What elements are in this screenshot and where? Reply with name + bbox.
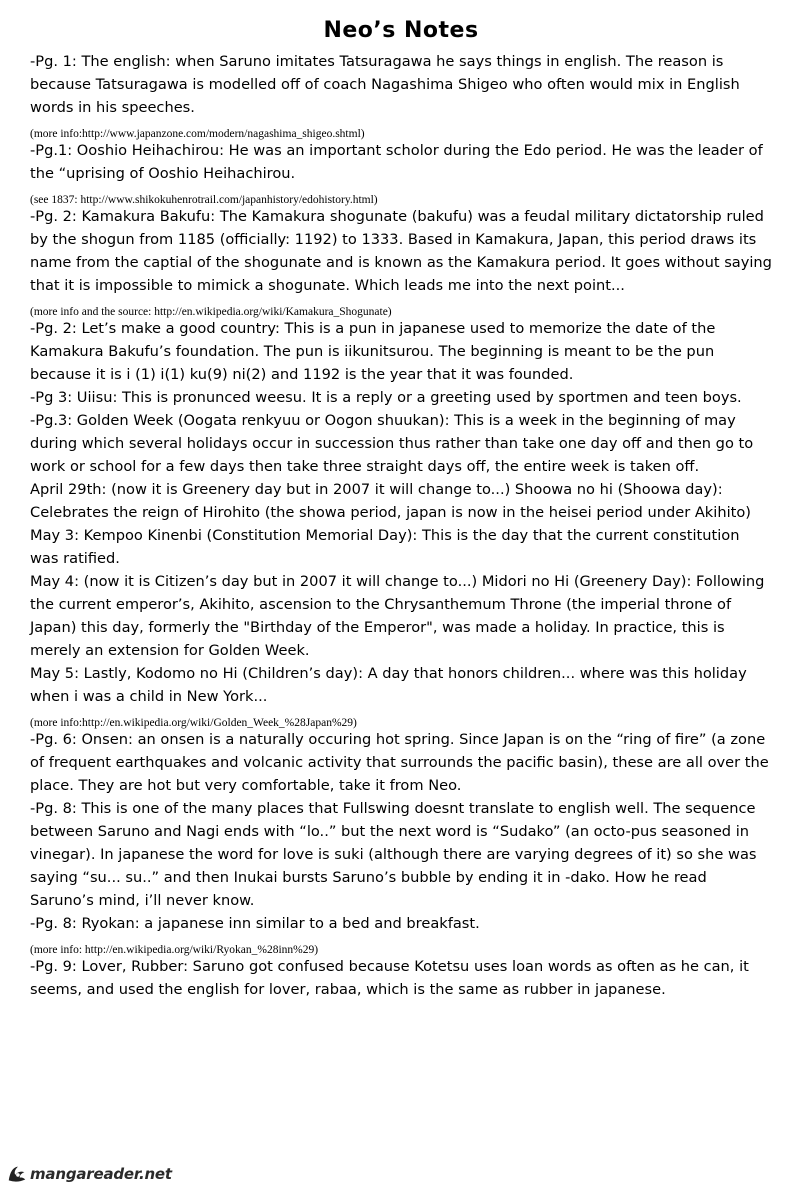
note-paragraph: -Pg. 8: Ryokan: a japanese inn similar to a bed and breakfast. [30,915,480,932]
source-link: (more info and the source: http://en.wikipedia.org/wiki/Kamakura_Shogunate) [30,306,392,318]
note-paragraph: -Pg.3: Golden Week (Oogata renkyuu or Oogon shuukan): This is a week in the beginning of may during which several holidays occur in succession thus rather than take one day off and then go to work or school for a few days then take three straight days off, the entire week is taken off. [30,412,754,475]
note-paragraph: -Pg 3: Uiisu: This is pronunced weesu. It is a reply or a greeting used by sportmen and teen boys. [30,389,742,406]
source-link: (more info:http://www.japanzone.com/modern/nagashima_shigeo.shtml) [30,128,365,140]
source-link: (more info:http://en.wikipedia.org/wiki/Golden_Week_%28Japan%29) [30,717,357,729]
watermark [6,1163,172,1185]
note-paragraph: -Pg. 9: Lover, Rubber: Saruno got confused because Kotetsu uses loan words as often as he can, it seems, and used the english for lover, rabaa, which is the same as rubber in japanese. [30,958,749,998]
page-title: Neo’s Notes [323,18,479,43]
note-paragraph: -Pg. 8: This is one of the many places that Fullswing doesnt translate to english well. The sequence between Saruno and Nagi ends with “lo..” but the next word is “Sudako” (an octo-pus seasoned in vinegar). In japanese the word for love is suki (although there are varying degrees of it) so she was saying “su... su..” and then Inukai bursts Saruno’s bubble by ending it in -dako. How he read Saruno’s mind, i’ll never know. [30,800,757,909]
note-paragraph: -Pg. 6: Onsen: an onsen is a naturally occuring hot spring. Since Japan is on the “ring of fire” (a zone of frequent earthquakes and volcanic activity that surrounds the pacific basin), these are all over the place. They are hot but very comfortable, take it from Neo. [30,731,769,794]
note-paragraph: -Pg. 2: Let’s make a good country: This is a pun in japanese used to memorize the date of the Kamakura Bakufu’s foundation. The pun is iikunitsurou. The beginning is meant to be the pun because it is i (1) i(1) ku(9) ni(2) and 1192 is the year that it was founded. [30,320,716,383]
source-link: (more info: http://en.wikipedia.org/wiki/Ryokan_%28inn%29) [30,944,319,956]
note-paragraph: April 29th: (now it is Greenery day but in 2007 it will change to...) Shoowa no hi (Shoowa day): Celebrates the reign of Hirohito (the showa period, japan is now in the heisei period under Akihito) [30,481,751,521]
note-paragraph: May 4: (now it is Citizen’s day but in 2007 it will change to...) Midori no Hi (Greenery Day): Following the current emperor’s, Akihito, ascension to the Chrysanthemum Throne (the imperial throne of Japan) this day, formerly the "Birthday of the Emperor", was made a holiday. In practice, this is merely an extension for Golden Week. [30,573,765,659]
note-paragraph: -Pg. 2: Kamakura Bakufu: The Kamakura shogunate (bakufu) was a feudal military dictatorship ruled by the shogun from 1185 (officially: 1192) to 1333. Based in Kamakura, Japan, this period draws its name from the captial of the shogunate and is known as the Kamakura period. It goes without saying that it is impossible to mimick a shogunate. Which leads me into the next point... [30,208,772,294]
note-paragraph: -Pg. 1: The english: when Saruno imitates Tatsuragawa he says things in english. The reason is because Tatsuragawa is modelled off of coach Nagashima Shigeo who often would mix in English words in his speeches. [30,53,740,116]
watermark-text: mangareader.net [30,1165,172,1183]
note-paragraph: May 5: Lastly, Kodomo no Hi (Children’s day): A day that honors children... where was this holiday when i was a child in New York... [30,665,747,705]
mangareader-logo-icon [6,1163,28,1185]
note-paragraph: -Pg.1: Ooshio Heihachirou: He was an important scholor during the Edo period. He was the leader of the “uprising of Ooshio Heihachirou. [30,142,763,182]
note-paragraph: May 3: Kempoo Kinenbi (Constitution Memorial Day): This is the day that the current constitution was ratified. [30,527,740,567]
source-link: (see 1837: http://www.shikokuhenrotrail.com/japanhistory/edohistory.html) [30,194,378,206]
notes-list [30,50,772,1001]
